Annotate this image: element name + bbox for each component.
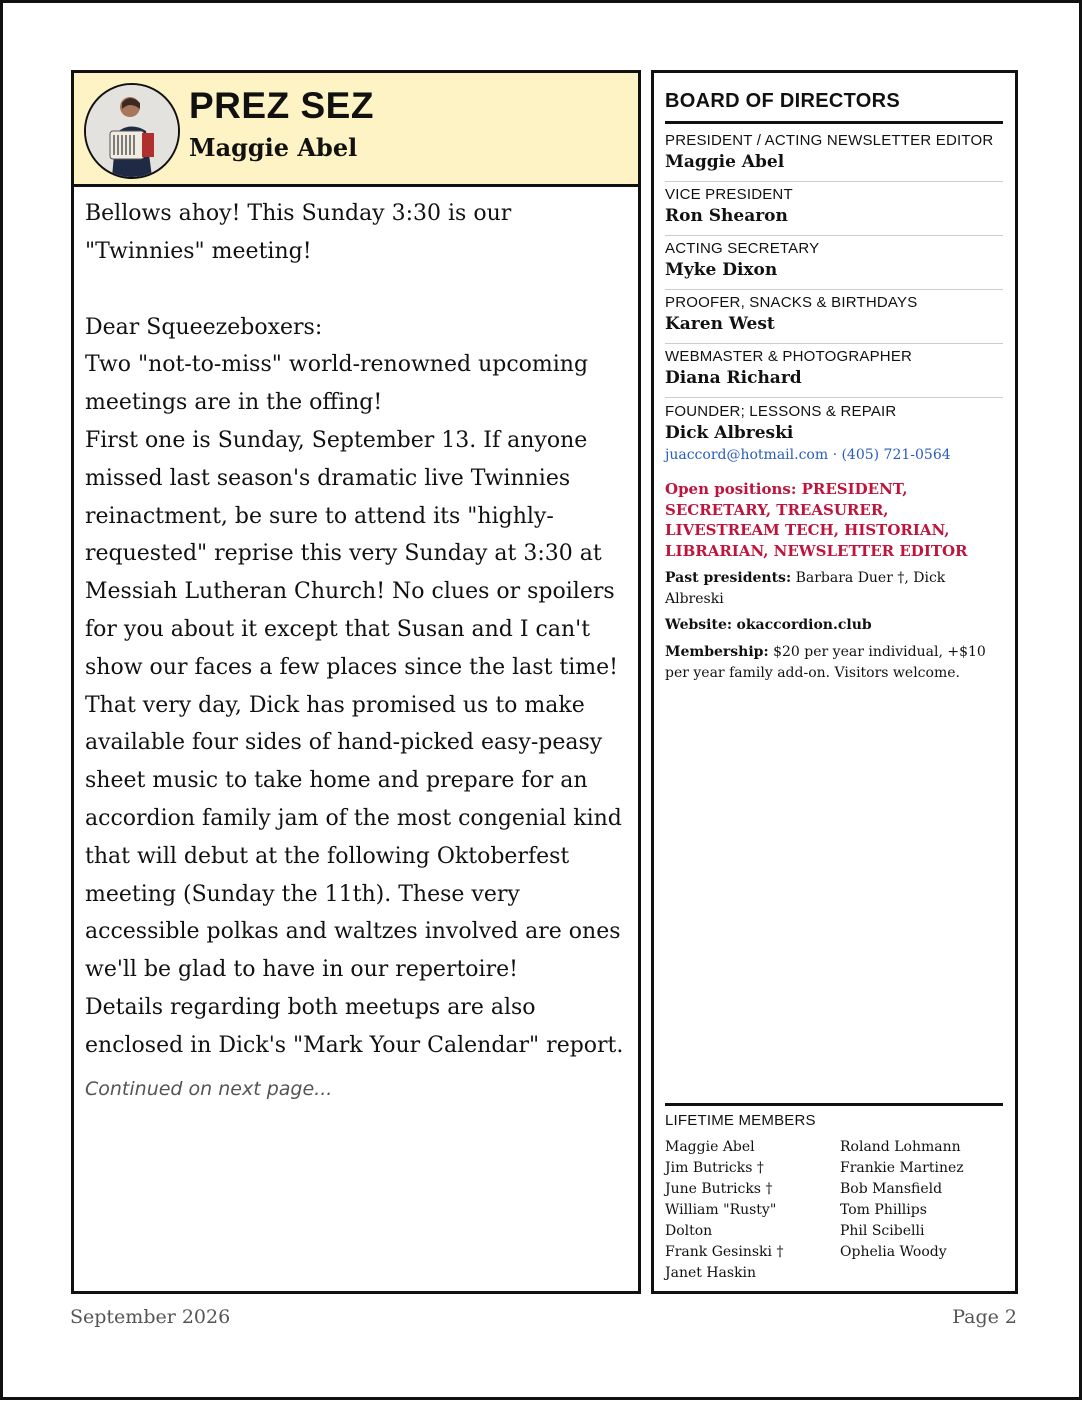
membership-label: Membership: xyxy=(665,644,769,660)
board-role xyxy=(665,344,1003,398)
sidebar-column xyxy=(651,70,1018,1294)
role-title: FOUNDER; LESSONS & REPAIR xyxy=(665,403,897,420)
open-positions: Open positions: PRESIDENT, SECRETARY, TREASURER, LIVESTREAM TECH, HISTORIAN, LIBRARIAN, NEWSLETTER EDITOR xyxy=(665,480,968,560)
list-item: Roland Lohmann xyxy=(840,1139,961,1155)
prez-sez-body xyxy=(85,195,630,1065)
board-role xyxy=(665,128,1003,182)
list-item: Jim Butricks † xyxy=(665,1160,764,1176)
role-name: Myke Dixon xyxy=(665,260,778,280)
past-presidents-value: Barbara Duer †, Dick Albreski xyxy=(665,570,946,607)
lifetime-members-col1 xyxy=(665,1137,825,1284)
role-name: Diana Richard xyxy=(665,368,802,388)
list-item: June Butricks † xyxy=(665,1181,773,1197)
website-info xyxy=(665,615,1003,636)
lifetime-members-title: LIFETIME MEMBERS xyxy=(665,1112,816,1129)
paragraph-details: Details regarding both meetups are also enclosed in Dick's "Mark Your Calendar" report. xyxy=(85,994,624,1058)
list-item: Phil Scibelli xyxy=(840,1223,925,1239)
board-role xyxy=(665,182,1003,236)
list-item: Bob Mansfield xyxy=(840,1181,943,1197)
paragraph-sheet-music: That very day, Dick has promised us to make available four sides of hand-picked easy-peasy sheet music to take home and prepare for an accordion family jam of the most congenial kind that will debut at the following Oktoberfest meeting (Sunday the 11th). These very accessible polkas and waltzes involved are ones we'll be glad to have in our repertoire! xyxy=(85,692,622,983)
board-role xyxy=(665,236,1003,290)
membership-value: $20 per year individual, +$10 per year family add-on. Visitors welcome. xyxy=(665,644,986,681)
role-title: PRESIDENT / ACTING NEWSLETTER EDITOR xyxy=(665,132,994,149)
past-presidents xyxy=(665,568,1003,609)
role-name: Karen West xyxy=(665,314,775,334)
role-name: Dick Albreski xyxy=(665,423,794,443)
role-title: ACTING SECRETARY xyxy=(665,240,820,257)
role-title: PROOFER, SNACKS & BIRTHDAYS xyxy=(665,294,918,311)
board-roles-list xyxy=(665,128,1003,398)
footer-page-number: Page 2 xyxy=(952,1306,1017,1328)
paragraph-salutation: Dear Squeezeboxers: xyxy=(85,314,323,340)
board-title: BOARD OF DIRECTORS xyxy=(665,90,901,112)
board-divider xyxy=(665,121,1003,124)
role-name: Maggie Abel xyxy=(665,152,785,172)
list-item: Tom Phillips xyxy=(840,1202,927,1218)
list-item: Janet Haskin xyxy=(665,1265,757,1281)
footer-date: September 2026 xyxy=(70,1306,231,1328)
newsletter-page xyxy=(3,3,1082,1403)
prez-sez-header xyxy=(74,73,638,187)
paragraph-intro: Two "not-to-miss" world-renowned upcoming meetings are in the offing! xyxy=(85,352,589,416)
list-item: Ophelia Woody xyxy=(840,1244,947,1260)
president-photo xyxy=(84,83,180,179)
board-role xyxy=(665,290,1003,344)
list-item: Frankie Martinez xyxy=(840,1160,964,1176)
membership-info xyxy=(665,642,1003,683)
list-item: Maggie Abel xyxy=(665,1139,755,1155)
role-title: WEBMASTER & PHOTOGRAPHER xyxy=(665,348,913,365)
prez-sez-author: Maggie Abel xyxy=(189,133,358,162)
lifetime-members-col2 xyxy=(840,1137,1000,1263)
paragraph-greeting: Bellows ahoy! This Sunday 3:30 is our "Twinnies" meeting! xyxy=(85,201,512,264)
website-label: Website: xyxy=(665,617,733,633)
continued-link[interactable]: Continued on next page... xyxy=(85,1078,333,1100)
list-item: William "Rusty" Dolton xyxy=(665,1202,777,1239)
prez-sez-column xyxy=(71,70,641,1294)
role-name: Ron Shearon xyxy=(665,206,788,226)
board-role-founder xyxy=(665,403,1003,465)
past-presidents-label: Past presidents: xyxy=(665,570,792,586)
founder-contact-link[interactable]: juaccord@hotmail.com · (405) 721-0564 xyxy=(665,447,951,463)
website-link[interactable]: okaccordion.club xyxy=(736,617,872,633)
lifetime-divider xyxy=(665,1103,1003,1106)
list-item: Frank Gesinski † xyxy=(665,1244,784,1260)
role-title: VICE PRESIDENT xyxy=(665,186,793,203)
prez-sez-title: PREZ SEZ xyxy=(189,85,374,126)
paragraph-first-meeting: First one is Sunday, September 13. If anyone missed last season's dramatic live Twinnies reinactment, be sure to attend its "highly-requested" reprise this very Sunday at 3:30 at Messiah Lutheran Church! No clues or spoilers for you about it except that Susan and I can't show our faces a few places since the last time! xyxy=(85,427,619,680)
